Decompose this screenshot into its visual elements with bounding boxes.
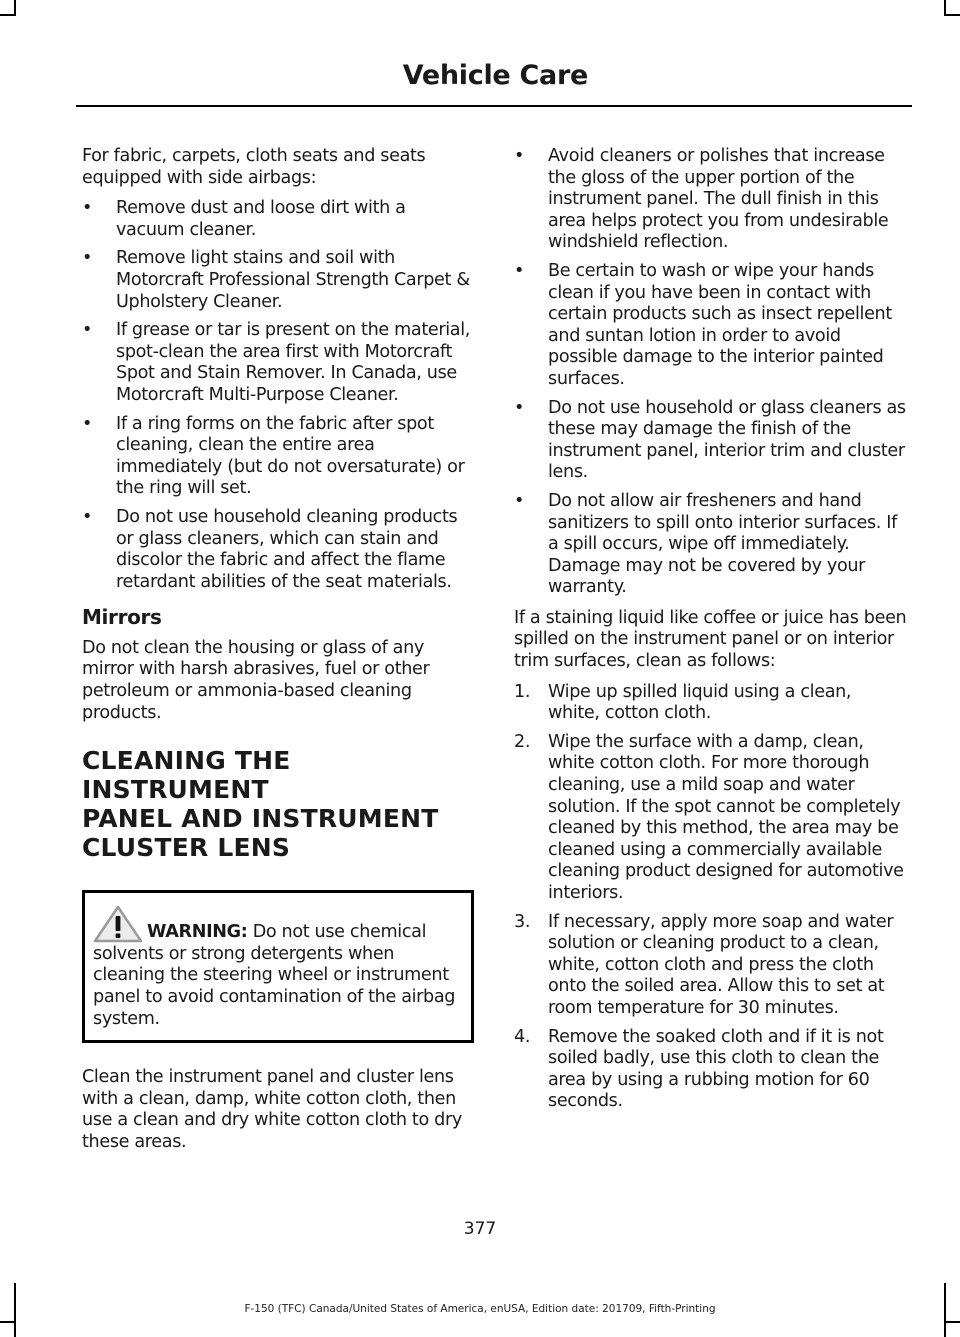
bullet-icon: •	[514, 260, 525, 281]
bullet-icon: •	[82, 413, 93, 434]
header-rule	[76, 105, 912, 107]
step-number: 3.	[514, 911, 531, 932]
list-item: 4. Remove the soaked cloth and if it is not soiled badly, use this cloth to clean the area by using a rubbing motion for 60 seconds.	[514, 1026, 884, 1112]
list-item: • Do not allow air fresheners and hand sanitizers to spill onto interior surfaces. If a spill occurs, wipe off immediately. Damage may not be covered by your warranty.	[514, 490, 897, 598]
list-item: • Avoid cleaners or polishes that increase the gloss of the upper portion of the instrument panel. The dull finish in this area helps protect you from undesirable windshield reflection.	[514, 146, 889, 253]
fabric-intro: For fabric, carpets, cloth seats and seats equipped with side airbags:	[82, 146, 426, 188]
right-column	[514, 146, 908, 1122]
bullet-icon: •	[514, 146, 525, 166]
crop-mark	[944, 0, 946, 14]
step-number: 4.	[514, 1026, 531, 1047]
list-item: • If a ring forms on the fabric after spot cleaning, clean the entire area immediately (but do not oversaturate) or the ring will set.	[82, 413, 465, 499]
list-item: • Do not use household cleaning products or glass cleaners, which can stain and discolor the fabric and affect the flame retardant abilities of the seat materials.	[82, 506, 458, 592]
crop-mark	[944, 1321, 960, 1323]
bullet-icon: •	[82, 506, 93, 527]
cleaning-closing-text: Clean the instrument panel and cluster lens with a clean, damp, white cotton cloth, then use a clean and dry white cotton cloth to dry these areas.	[82, 1067, 462, 1152]
mirrors-heading: Mirrors	[82, 605, 162, 630]
left-column	[82, 146, 476, 1163]
warning-label: WARNING:	[147, 922, 248, 943]
crop-mark	[14, 0, 16, 14]
warning-triangle-icon	[93, 905, 143, 943]
page-number: 377	[463, 1219, 497, 1239]
list-item: • Remove dust and loose dirt with a vacuum cleaner.	[82, 198, 406, 240]
spill-intro: If a staining liquid like coffee or juice has been spilled on the instrument panel or on interior trim surfaces, clean as follows:	[514, 607, 907, 672]
warning-box	[82, 890, 474, 1043]
bullet-icon: •	[82, 248, 93, 269]
warning-text: Do not use chemical solvents or strong detergents when cleaning the steering wheel or instrument panel to avoid contamination of the airbag system.	[93, 922, 456, 1029]
footer-edition-info: F-150 (TFC) Canada/United States of America, enUSA, Edition date: 201709, Fifth-Printing	[244, 1303, 716, 1315]
section-heading: CLEANING THE INSTRUMENT PANEL AND INSTRUMENT CLUSTER LENS	[82, 746, 439, 863]
bullet-icon: •	[514, 490, 525, 511]
crop-mark	[0, 14, 16, 16]
list-item: 1. Wipe up spilled liquid using a clean, white, cotton cloth.	[514, 681, 852, 724]
step-number: 1.	[514, 681, 531, 702]
list-item: 2. Wipe the surface with a damp, clean, white cotton cloth. For more thorough cleaning, use a mild soap and water solution. If the spot cannot be completely cleaned by this method, the area may be cleaned using a commercially available cleaning product designed for automotive interiors.	[514, 731, 904, 903]
list-item: 3. If necessary, apply more soap and water solution or cleaning product to a clean, white, cotton cloth and press the cloth onto the soiled area. Allow this to set at room temperature for 30 minutes.	[514, 911, 894, 1018]
crop-mark	[944, 14, 960, 16]
list-item: • If grease or tar is present on the material, spot-clean the area first with Motorcraft Spot and Stain Remover. In Canada, use Motorcraft Multi-Purpose Cleaner.	[82, 320, 470, 405]
list-item: • Remove light stains and soil with Motorcraft Professional Strength Carpet & Upholstery Cleaner.	[82, 248, 470, 312]
bullet-icon: •	[514, 397, 525, 418]
bullet-icon: •	[82, 198, 93, 219]
bullet-icon: •	[82, 320, 93, 341]
list-item: • Be certain to wash or wipe your hands clean if you have been in contact with certain products such as insect repellent and suntan lotion in order to avoid possible damage to the interior painted surfaces.	[514, 260, 892, 389]
spill-steps-list	[514, 682, 908, 1113]
list-item: • Do not use household or glass cleaners as these may damage the finish of the instrument panel, interior trim and cluster lens.	[514, 397, 906, 483]
page-header-title: Vehicle Care	[402, 60, 588, 91]
fabric-bullet-list	[82, 198, 476, 593]
mirrors-text: Do not clean the housing or glass of any mirror with harsh abrasives, fuel or other petroleum or ammonia-based cleaning products.	[82, 637, 430, 723]
crop-mark	[0, 1321, 16, 1323]
step-number: 2.	[514, 731, 531, 752]
instrument-panel-bullet-list	[514, 146, 908, 599]
